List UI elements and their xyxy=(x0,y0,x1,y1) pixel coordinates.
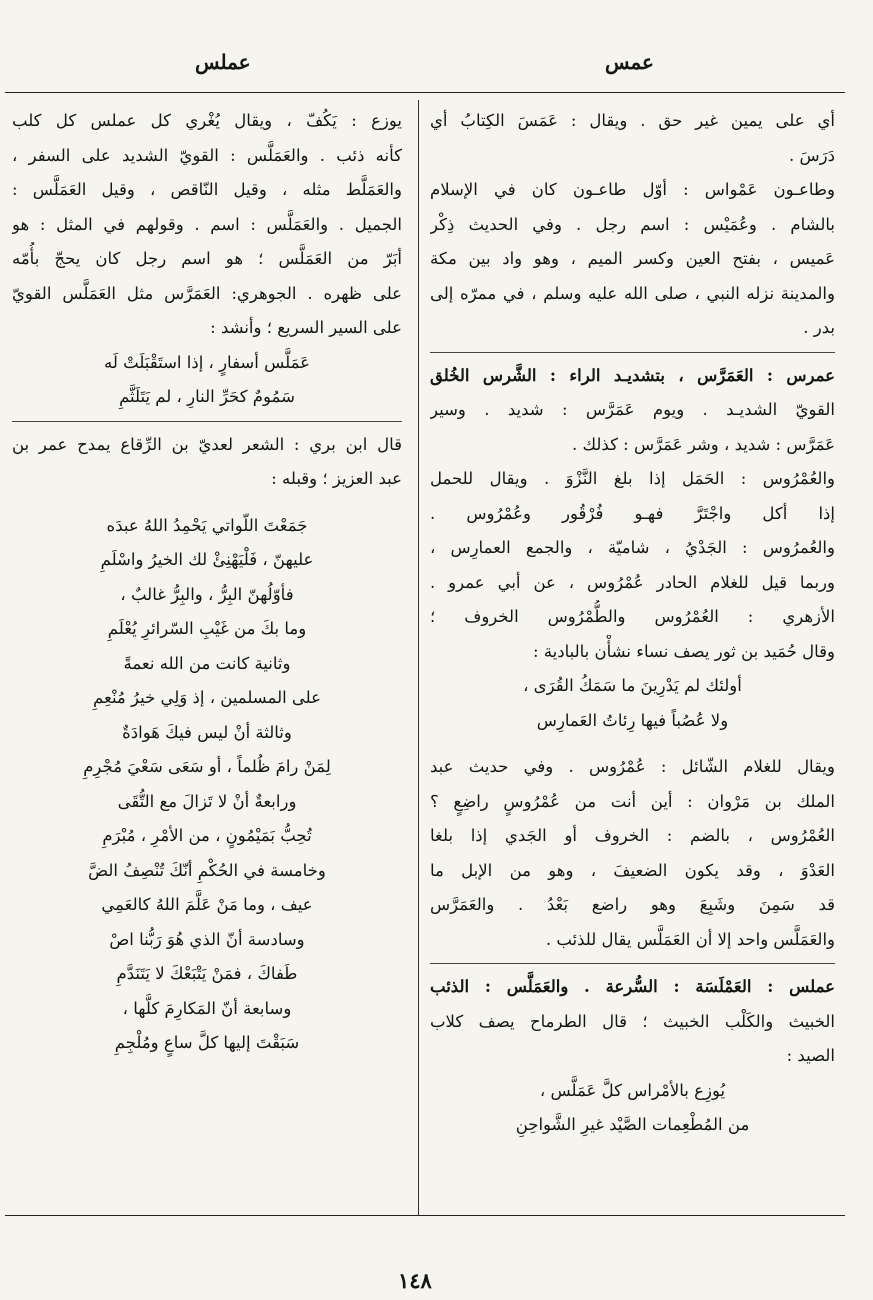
page-number: ١٤٨ xyxy=(398,1268,432,1293)
text-line: ويقال للغلام الشّائل : عُمْرُوس . وفي حديث عبد xyxy=(430,757,835,776)
text-line: العَدْوَ ، وقد يكون الضعيفَ ، وهو من الإبل ما xyxy=(430,860,835,880)
entry-separator xyxy=(430,352,835,353)
top-rule xyxy=(5,92,845,93)
text-line: وطاعـون عَمْواس : أوّل طاعـون كان في الإسلام xyxy=(430,180,835,199)
text-line: كأنه ذئب . والعَمَلَّس : القويّ الشديد على السفر ، xyxy=(12,145,402,165)
poem-line: ورابعةٌ أنْ لا تَزالَ مع التُّقَى xyxy=(117,791,297,811)
text-line: والعُمْرُوس : الحَمَل إذا بلغ النَّزْوَ . ويقال للحمل xyxy=(430,469,835,488)
text-line: والعُمرُوس : الجَدْيُ ، شاميّة ، والجمع العمارِس ، xyxy=(430,538,835,557)
verse-line: يُوزِع بالأمْراس كلَّ عَمَلَّس ، xyxy=(539,1080,726,1100)
text-line: الخبيث والكَلْب الخبيث ؛ قال الطرماح يصف كلاب xyxy=(430,1011,835,1031)
poem-line: وثانية كانت من الله نعمةً xyxy=(123,653,291,673)
text-line: دَرَسَ . xyxy=(789,145,835,165)
verse-line: ولا عُصُباً فيها رِئاتُ العَمارِس xyxy=(536,710,729,730)
text-line: أبَرّ من العَمَلَّس ؛ هو اسم رجل كان يحجّ بأُمّه xyxy=(12,249,402,268)
verse-line: سَمُومٌ كحَرِّ النارِ ، لم يَتَلَثَّمِ xyxy=(119,387,295,406)
text-line: أي على يمين غير حق . ويقال : عَمَسَ الكِتابُ أي xyxy=(430,111,835,130)
poem-line: لِمَنْ رامَ ظُلماً ، أو سَعَى سَعْيَ مُجْرِمِ xyxy=(83,757,331,776)
text-line: العُمْرُوس ، بالضم : الخروف أو الجَدي إذا بلغا xyxy=(430,826,835,845)
text-line: قال ابن بري : الشعر لعديّ بن الرِّقاع يمدح عمر بن xyxy=(12,434,402,454)
column-divider xyxy=(418,100,419,1215)
text-line: والمدينة نزله النبي ، صلى الله عليه وسلم ، في ممرّه إلى xyxy=(430,283,835,303)
text-line: وقال حُمَيد بن ثور يصف نساء نشأْن بالبادية : xyxy=(533,641,835,661)
poem-line: فأوّلُهنّ البِرُّ ، والبِرُّ غالبٌ ، xyxy=(120,584,294,604)
verse-line: أولئك لم يَدْرِينَ ما سَمَكُ القُرَى ، xyxy=(523,676,742,695)
entry-separator xyxy=(430,963,835,964)
poem-line: وسادسة أنّ الذي هُوَ رَبُّنا اصْ xyxy=(109,929,305,949)
text-line: وربما قيل للغلام الحادر عُمْرُوس ، عن أبي عمرو . xyxy=(430,572,835,592)
poem-line: وما بكَ من غَيْبِ السّرائرِ يُعْلَمِ xyxy=(107,619,307,638)
text-line: قد سَمِنَ وشَبِعَ وهو راضع بَعْدُ . والعَمَرَّس xyxy=(430,895,835,914)
poem-line: عيف ، وما مَنْ عَلَّمَ اللهُ كالعَمِي xyxy=(101,895,313,914)
text-line: الصيد : xyxy=(786,1046,835,1065)
poem-line: جَمَعْتَ اللّواتي يَحْمِدُ اللهُ عبدَه xyxy=(106,515,308,535)
text-line: بالشام . وعُمَيْس : اسم رجل . وفي الحديث ذِكْر xyxy=(430,214,835,234)
text-line: على ظهره . الجوهري: العَمَرَّس مثل العَمَلَّس القويّ xyxy=(12,283,402,303)
poem-line: طَفاكَ ، فمَنْ يَتْبَعْكَ لا يَتَنَدَّمِ xyxy=(116,964,298,983)
poem-line: وخامسة في الحُكْمِ أنّكَ تُنْصِفُ الضَّ xyxy=(88,860,326,880)
verse-line: عَمَلَّس أسفارٍ ، إذا استَقْبَلَتْ لَه xyxy=(104,352,310,372)
text-line: الأزهري : العُمْرُوس والطُّمْرُوس الخروف ؛ xyxy=(430,607,835,626)
text-line: عبد العزيز ؛ وقبله : xyxy=(271,469,402,488)
right-column-header: عمس xyxy=(605,50,654,74)
entry-amls: عملس : العَمْلَسَة : السُّرعة . والعَمَلَّس : الذئب xyxy=(430,977,835,996)
poem-line: تُحِبُّ بَمَيْمُونٍ ، من الأمْرِ ، مُبْرَمِ xyxy=(102,826,312,845)
poem-line: على المسلمين ، إذ وَلِي خيرُ مُنْعِمِ xyxy=(93,688,321,707)
poem-line: وثالثة أنْ ليس فيكَ هَوادَةٌ xyxy=(122,722,292,742)
text-line: الملك بن مَرْوان : أين أنت من عُمْرُوسٍ راضِعٍ ؟ xyxy=(430,791,835,811)
text-line: والعَمَلَّط مثله ، وقيل النّاقص ، وقيل العَمَلَّس : xyxy=(12,180,402,199)
text-line: القويّ الشديـد . ويوم عَمَرَّس : شديد . وسير xyxy=(430,400,835,419)
text-line: بدر . xyxy=(803,318,835,337)
text-line: عَمَرَّس : شديد ، وشر عَمَرَّس : كذلك . xyxy=(572,434,835,454)
right-column xyxy=(430,104,835,1143)
text-line: والعَمَلَّس واحد إلا أن العَمَلَّس يقال للذئب . xyxy=(545,929,835,949)
text-line: الجميل . والعَمَلَّس : اسم . وقولهم في المثل : هو xyxy=(12,214,402,234)
text-line: يوزع : يَكُفّ ، ويقال يُغْري كل عملس كل كلب xyxy=(12,111,402,130)
left-column-header: عملس xyxy=(195,50,251,74)
poem-line: عليهنّ ، فَلْيَهْنِئْ لك الخيرُ واسْلَمِ xyxy=(100,550,314,569)
text-line: إذا أكل واجْتَرَّ فهـو فُرْقُور وعُمْرُوس . xyxy=(430,503,835,523)
poem-line: سَبَقْتَ إليها كلَّ ساعٍ ومُلْجِمِ xyxy=(114,1033,300,1052)
text-line: عَميس ، بفتح العين وكسر الميم ، وهو واد بين مكة xyxy=(430,249,835,268)
verse-line: من المُطْعِمات الصَّيْد غيرِ الشَّواحِنِ xyxy=(515,1115,750,1134)
left-column xyxy=(12,104,402,1061)
verse-separator xyxy=(12,421,402,422)
entry-amrs: عمرس : العَمَرَّس ، بتشديـد الراء : الشَّرس الخُلق xyxy=(430,365,835,385)
bottom-rule xyxy=(5,1215,845,1216)
poem-line: وسابعة أنّ المَكارِمَ كلَّها ، xyxy=(122,998,292,1018)
text-line: على السير السريع ؛ وأنشد : xyxy=(210,318,402,337)
